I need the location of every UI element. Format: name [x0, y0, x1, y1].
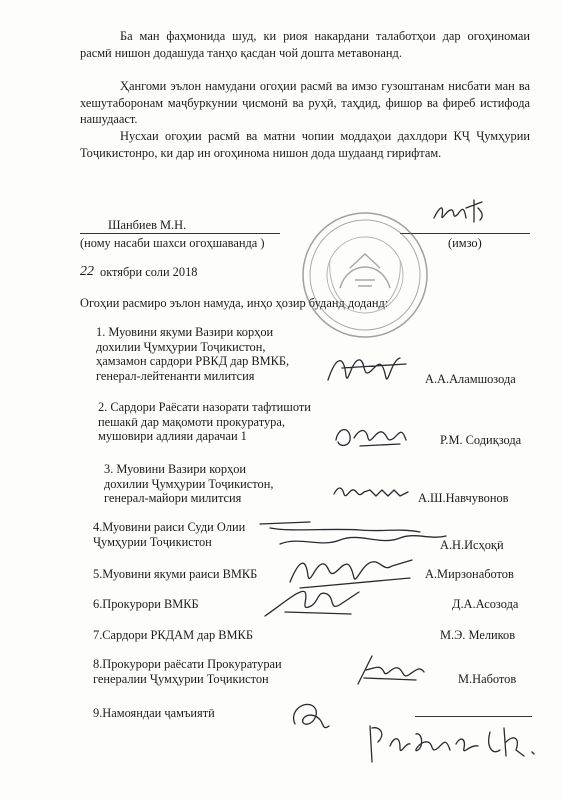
date-text: октябри соли 2018: [100, 265, 198, 279]
paragraph-2: Ҳангоми эълон намудани огоҳии расмӣ ва имзо гузоштанам нисбати ман ва хешутаборонам маҷбуркунии ҷисмонӣ ва руҳӣ, таҳдид, фишор ва фиреб истифода нашудааст.: [80, 79, 530, 126]
official-6-role: 6.Прокурори ВМКБ: [93, 597, 199, 611]
recipient-name-underline: [80, 233, 280, 234]
paragraph-1: Ба ман фаҳмонида шуд, ки риоя накардани талаботҳои дар огоҳиномаи расмӣ нишон додашуда танҳо қасдан чой дошта метавонанд.: [80, 29, 530, 60]
recipient-name-caption: (ному насаби шахси огоҳшаванда ): [80, 236, 265, 250]
official-7-name: М.Э. Меликов: [440, 628, 516, 642]
official-1-signature-icon: [322, 350, 412, 390]
official-1-name: А.А.Аламшозода: [425, 372, 516, 386]
official-8-signature-icon: [350, 650, 430, 690]
official-2-name: Р.М. Содиқзода: [440, 433, 522, 447]
paragraph-3: Нусхаи огоҳии расмӣ ва матни чопии моддаҳои дахлдори КҶ Ҷумҳурии Тоҷикистонро, ки дар ин огоҳинома нишон дода шудаанд гирифтам.: [80, 129, 530, 160]
intro-line: Огоҳии расмиро эълон намуда, инҳо ҳозир буданд доданд:: [80, 296, 389, 310]
official-7-role: 7.Сардори РКДАМ дар ВМКБ: [93, 628, 253, 642]
official-3-signature-icon: [330, 480, 412, 506]
official-seal-icon: [300, 210, 430, 340]
official-1-role: 1. Муовини якуми Вазири корҳои дохилии Ҷумҳурии Тоҷикистон, ҳамзамон сардори РВКД дар ВМКБ, генерал-лейтенанти милитсия: [96, 325, 290, 383]
official-4-role: 4.Муовини раиси Суди Олии Ҷумҳурии Тоҷикистон: [93, 520, 246, 549]
official-3-role: 3. Муовини Вазири корҳои дохилии Ҷумҳурии Тоҷикистон, генерал-майори милитсия: [104, 462, 274, 505]
recipient-signature-icon: [430, 196, 490, 232]
official-3-name: А.Ш.Навчувонов: [418, 491, 509, 505]
official-2-signature-icon: [330, 420, 410, 454]
public-representative-signature-icon: [360, 716, 550, 772]
official-6-signature-icon: [255, 582, 365, 622]
official-2-role: 2. Сардори Раёсати назорати тафтишоти пешакӣ дар мақомоти прокуратура, мушовири адлияи дарачаи 1: [98, 400, 311, 443]
official-9-signature-icon: [285, 696, 335, 738]
official-6-name: Д.А.Асозода: [452, 597, 519, 611]
recipient-name: Шанбиев М.Н.: [108, 218, 187, 232]
official-4-name: А.Н.Исҳоқӣ: [440, 538, 504, 552]
official-9-role: 9.Намояндаи ҷамъиятӣ: [93, 706, 215, 720]
official-5-name: А.Мирзонаботов: [425, 567, 514, 581]
official-8-role: 8.Прокурори раёсати Прокуратураи генералии Ҷумҳурии Тоҷикистон: [93, 657, 282, 686]
date-day: 22: [80, 264, 94, 279]
official-5-role: 5.Муовини якуми раиси ВМКБ: [93, 567, 258, 581]
recipient-signature-caption: (имзо): [448, 236, 482, 250]
official-8-name: М.Наботов: [458, 672, 517, 686]
